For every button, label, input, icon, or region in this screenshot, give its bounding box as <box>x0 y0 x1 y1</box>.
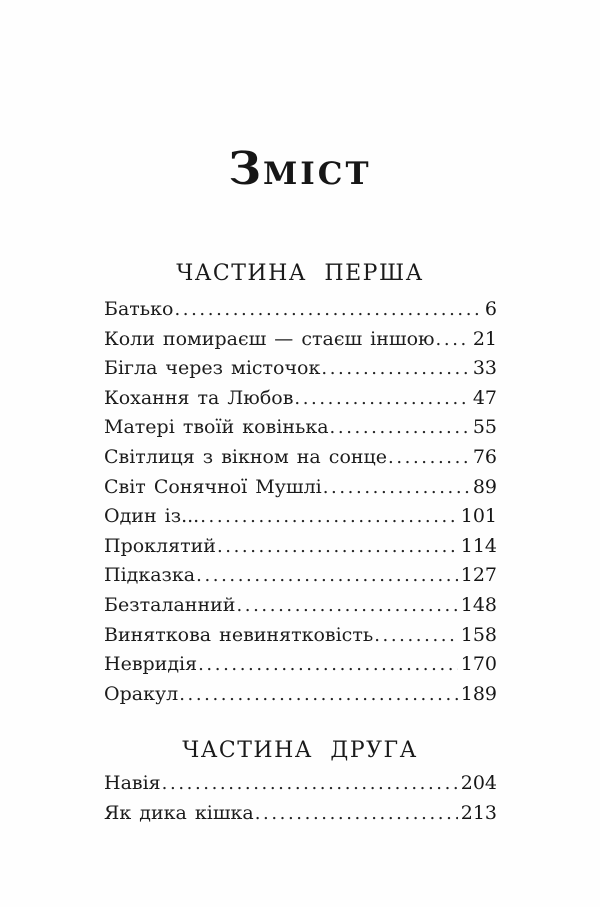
toc-page-number: 55 <box>472 416 497 439</box>
toc-page-number: 89 <box>472 475 497 498</box>
dot-leader <box>162 769 458 799</box>
toc-entry-label: Світ Сонячної Мушлі <box>104 475 322 498</box>
dot-leader <box>294 384 469 414</box>
dot-leader <box>198 650 458 680</box>
dot-leader <box>323 473 470 503</box>
toc-entry-label: Навія <box>104 772 161 795</box>
toc-entry-label: Батько <box>104 298 174 320</box>
toc-row <box>104 561 497 591</box>
toc-entry-label: Невридія <box>104 653 198 676</box>
title-rest: МІСТ <box>262 156 372 192</box>
toc-entry-label: Як дика кішка <box>104 801 254 824</box>
dot-leader <box>179 680 458 710</box>
toc-entry-label: Бігла через місточок <box>104 357 321 380</box>
dot-leader <box>374 621 458 651</box>
toc-row <box>104 591 497 621</box>
toc-entry-label: Підказка <box>104 564 196 587</box>
toc-page-number: 76 <box>472 445 497 468</box>
toc-page-number: 148 <box>460 593 497 616</box>
toc-entry-label: Безталанний <box>104 593 236 616</box>
dot-leader <box>174 295 481 325</box>
toc-page-number: 33 <box>472 357 497 380</box>
toc-page-number: 114 <box>460 534 497 557</box>
page-title <box>0 0 600 195</box>
toc-page-number: 213 <box>460 801 497 824</box>
toc-row <box>104 473 497 503</box>
toc-row <box>104 532 497 562</box>
toc-row <box>104 650 497 680</box>
section-part-one <box>0 262 600 709</box>
toc-list <box>104 769 497 828</box>
dot-leader <box>321 354 469 384</box>
toc-entry-label: Матері твоїй ковінька <box>104 416 329 439</box>
toc-page-number: 6 <box>484 298 497 320</box>
dot-leader <box>196 561 458 591</box>
toc-page-number: 21 <box>472 327 497 350</box>
toc-entry-label: Оракул <box>104 682 179 705</box>
toc-entry-label: Один із... <box>104 505 200 528</box>
toc-page-number: 204 <box>460 772 497 795</box>
dot-leader <box>388 443 470 473</box>
toc-row <box>104 413 497 443</box>
toc-page-number: 158 <box>460 623 497 646</box>
dot-leader <box>200 502 458 532</box>
dot-leader <box>330 413 470 443</box>
toc-row <box>104 769 497 799</box>
toc-entry-label: Коли помираєш — стаєш іншою <box>104 327 435 350</box>
toc-row <box>104 384 497 414</box>
toc-row <box>104 680 497 710</box>
section-part-two <box>0 739 600 828</box>
dot-leader <box>217 532 458 562</box>
toc-row <box>104 354 497 384</box>
dot-leader <box>255 799 458 829</box>
toc-row <box>104 325 497 355</box>
toc-page-number: 101 <box>460 505 497 528</box>
toc-page-number: 47 <box>472 386 497 409</box>
toc-row <box>104 502 497 532</box>
toc-page-number: 127 <box>460 564 497 587</box>
dot-leader <box>436 325 470 355</box>
toc-entry-label: Світлиця з вікном на сонце <box>104 445 388 468</box>
toc-row <box>104 443 497 473</box>
dot-leader <box>236 591 457 621</box>
toc-list <box>104 295 497 709</box>
section-heading: ЧАСТИНА ПЕРША <box>176 261 424 286</box>
toc-entry-label: Кохання та Любов <box>104 386 294 409</box>
toc-page-number: 189 <box>460 682 497 705</box>
toc-entry-label: Виняткова невинятковість <box>104 623 374 646</box>
toc-row <box>104 295 497 325</box>
toc-page-number: 170 <box>460 653 497 676</box>
toc-row <box>104 621 497 651</box>
toc-entry-label: Проклятий <box>104 534 216 557</box>
section-heading: ЧАСТИНА ДРУГА <box>182 738 418 764</box>
title-initial: З <box>228 142 263 195</box>
toc-row <box>104 799 497 829</box>
